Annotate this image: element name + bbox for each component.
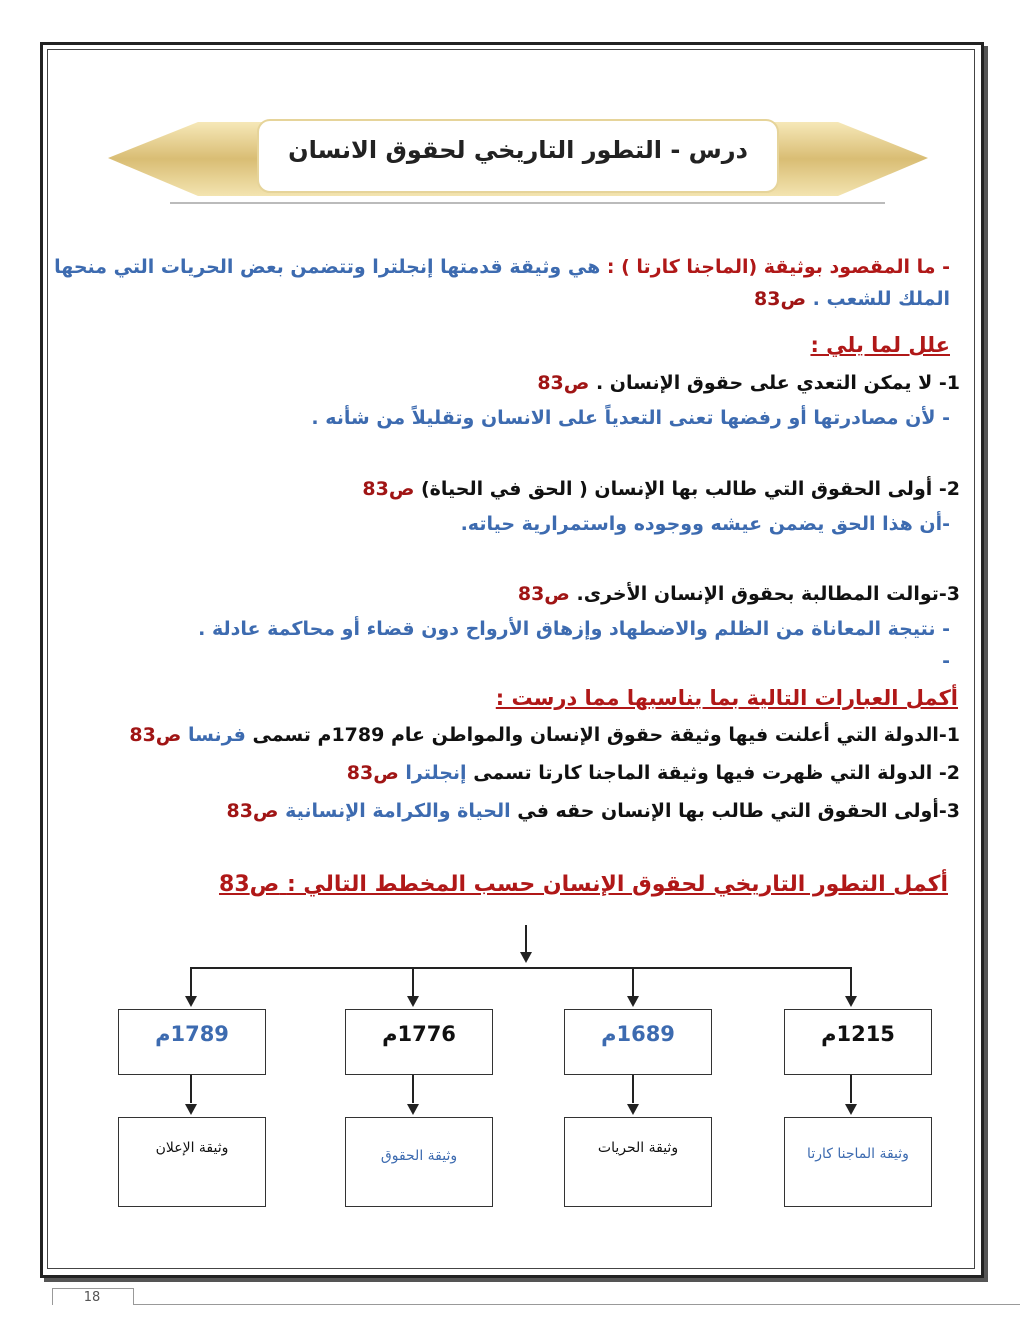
doc-connector xyxy=(850,1075,852,1103)
doc-box-declaration: وثيقة الإعلان xyxy=(118,1117,266,1207)
page-number: 18 xyxy=(83,1290,101,1305)
year-box-1689: 1689م xyxy=(564,1009,712,1075)
year-box-1789: 1789م xyxy=(118,1009,266,1075)
complete-item-2: 2- الدولة التي ظهرت فيها وثيقة الماجنا كارتا تسمى إنجلترا ص83 xyxy=(346,762,960,784)
branch-connector xyxy=(412,967,414,997)
explain-item-1: 1- لا يمكن التعدي على حقوق الإنسان . ص83 xyxy=(537,372,960,394)
explain-answer-3: - نتيجة المعاناة من الظلم والاضطهاد وإزهاق الأرواح دون قضاء أو محاكمة عادلة . xyxy=(198,618,950,640)
doc-connector xyxy=(412,1075,414,1103)
doc-arrowhead xyxy=(407,1104,419,1115)
branch-arrowhead xyxy=(627,996,639,1007)
year-box-1215: 1215م xyxy=(784,1009,932,1075)
diagram-heading: أكمل التطور التاريخي لحقوق الإنسان حسب المخطط التالي : ص83 xyxy=(219,872,948,897)
doc-arrowhead xyxy=(185,1104,197,1115)
footer-line xyxy=(52,1304,1020,1305)
title-banner xyxy=(108,112,928,204)
doc-box-magna-carta: وثيقة الماجنا كارتا xyxy=(784,1117,932,1207)
diagram-top-arrowhead xyxy=(520,952,532,963)
explain-item-2: 2- أولى الحقوق التي طالب بها الإنسان ( الحق في الحياة) ص83 xyxy=(362,478,960,500)
diagram-branch-line xyxy=(190,967,850,969)
branch-arrowhead xyxy=(185,996,197,1007)
doc-arrowhead xyxy=(627,1104,639,1115)
branch-connector xyxy=(632,967,634,997)
doc-arrowhead xyxy=(845,1104,857,1115)
explain-extra-dash: - xyxy=(942,650,950,672)
branch-arrowhead xyxy=(407,996,419,1007)
doc-box-liberties: وثيقة الحريات xyxy=(564,1117,712,1207)
page-title: درس - التطور التاريخي لحقوق الانسان xyxy=(288,136,748,164)
page-frame-inner xyxy=(47,49,975,1269)
diagram-top-arrow-line xyxy=(525,925,527,955)
explain-answer-1: - لأن مصادرتها أو رفضها تعنى التعدياً على الانسان وتقليلاً من شأنه . xyxy=(311,407,950,429)
complete-heading: أكمل العبارات التالية بما يناسبها مما درست : xyxy=(495,686,958,710)
year-box-1776: 1776م xyxy=(345,1009,493,1075)
explain-answer-2: -أن هذا الحق يضمن عيشه ووجوده واستمرارية حياته. xyxy=(460,513,950,535)
definition-question: - ما المقصود بوثيقة (الماجنا كارتا ) : هي وثيقة قدمتها إنجلترا وتتضمن بعض الحريات التي منحها xyxy=(54,256,950,278)
complete-item-3: 3-أولى الحقوق التي طالب بها الإنسان حقه في الحياة والكرامة الإنسانية ص83 xyxy=(226,800,960,822)
doc-connector xyxy=(190,1075,192,1103)
complete-item-1: 1-الدولة التي أعلنت فيها وثيقة حقوق الإنسان والمواطن عام 1789م تسمى فرنسا ص83 xyxy=(129,724,960,746)
explain-item-3: 3-توالت المطالبة بحقوق الإنسان الأخرى. ص83 xyxy=(517,583,960,605)
branch-arrowhead xyxy=(845,996,857,1007)
explain-heading: علل لما يلي : xyxy=(810,333,950,357)
title-underline xyxy=(170,202,885,204)
doc-box-rights: وثيقة الحقوق xyxy=(345,1117,493,1207)
doc-connector xyxy=(632,1075,634,1103)
branch-connector xyxy=(190,967,192,997)
definition-answer-line2: الملك للشعب . ص83 xyxy=(754,288,950,310)
branch-connector xyxy=(850,967,852,997)
